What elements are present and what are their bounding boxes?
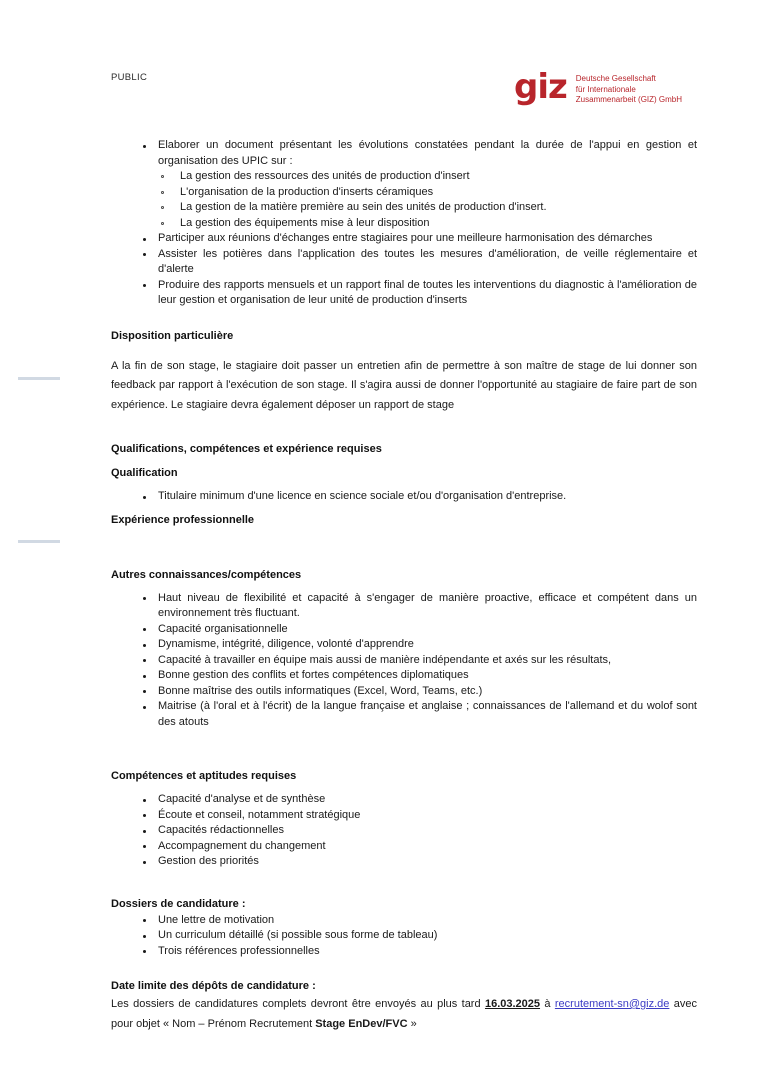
list-item: Maitrise (à l'oral et à l'écrit) de la langue française et anglaise ; connaissances de l'allemand et du wolof sont des atouts (111, 699, 697, 730)
list-item: Une lettre de motivation (111, 913, 697, 929)
list-item: Elaborer un document présentant les évolutions constatées pendant la durée de l'appui en gestion et organisation des UPIC sur : (111, 138, 697, 169)
section-heading-qualifications: Qualifications, compétences et expérience requises (111, 443, 382, 455)
deadline-text-before: Les dossiers de candidatures complets devront être envoyés au plus tard (111, 998, 485, 1010)
list-item: L'organisation de la production d'inserts céramiques (111, 185, 697, 201)
list-item: Capacité d'analyse et de synthèse (111, 792, 697, 808)
list-item: Participer aux réunions d'échanges entre stagiaires pour une meilleure harmonisation des démarches (111, 231, 697, 247)
deadline-text-after-email: avec pour objet « Nom – Prénom Recrutement (111, 998, 697, 1030)
disposition-paragraph: A la fin de son stage, le stagiaire doit passer un entretien afin de permettre à son maître de stage de lui donner son feedback par rapport à l'exécution de son stage. Il s'agira aussi de donner l'opportunité au stagiaire de faire part de son expérience. Le stagiaire devra également déposer un rapport de stage (111, 359, 697, 411)
document-body (111, 138, 697, 1034)
giz-wordmark: giz (514, 67, 567, 107)
giz-logo (514, 68, 682, 106)
list-item: Écoute et conseil, notamment stratégique (111, 808, 697, 824)
section-heading-experience: Expérience professionnelle (111, 513, 255, 526)
other-skills-list (111, 591, 697, 731)
list-item: Bonne maîtrise des outils informatiques (Excel, Word, Teams, etc.) (111, 684, 697, 700)
tasks-sublist (111, 169, 697, 231)
list-item: Accompagnement du changement (111, 839, 697, 855)
margin-change-mark (18, 377, 60, 380)
deadline-text-mid: à (540, 998, 555, 1010)
deadline-paragraph (111, 995, 697, 1034)
giz-logo-line-3: Zusammenarbeit (GIZ) GmbH (575, 95, 683, 104)
giz-logo-line-2: für Internationale (575, 84, 636, 94)
list-item: Titulaire minimum d'une licence en science sociale et/ou d'organisation d'entreprise. (111, 489, 697, 505)
list-item: Assister les potières dans l'application des toutes les mesures d'amélioration, de veille réglementaire et d'alerte (111, 247, 697, 278)
margin-change-mark (18, 540, 60, 543)
list-item: La gestion des ressources des unités de production d'insert (111, 169, 697, 185)
section-heading-deadline: Date limite des dépôts de candidature : (111, 980, 316, 992)
classification-tag: PUBLIC (111, 72, 148, 83)
list-item: Dynamisme, intégrité, diligence, volonté d'apprendre (111, 637, 697, 653)
section-heading-competences: Compétences et aptitudes requises (111, 770, 297, 782)
competences-list (111, 792, 697, 870)
qualification-list (111, 489, 697, 505)
subsection-heading-qualification: Qualification (111, 467, 178, 479)
list-item: Produire des rapports mensuels et un rapport final de toutes les interventions du diagnostic à l'amélioration de leur gestion et organisation de leur unité de production d'inserts (111, 278, 697, 309)
giz-logo-subtitle (576, 74, 682, 106)
list-item: Trois références professionnelles (111, 944, 697, 960)
deadline-subject-bold: Stage EnDev/FVC (315, 1017, 408, 1030)
list-item: Haut niveau de flexibilité et capacité à s'engager de manière proactive, efficace et compétent dans un environnement très fluctuant. (111, 591, 697, 622)
section-heading-disposition: Disposition particulière (111, 329, 234, 342)
section-heading-application-file: Dossiers de candidature : (111, 897, 246, 910)
deadline-text-end: » (407, 1017, 417, 1030)
deadline-date: 16.03.2025 (484, 998, 541, 1010)
list-item: La gestion des équipements mise à leur disposition (111, 216, 697, 232)
recruitment-email-link[interactable]: recrutement-sn@giz.de (554, 998, 670, 1010)
list-item: Capacité à travailler en équipe mais aussi de manière indépendante et axés sur les résultats, (111, 653, 697, 669)
list-item: Capacités rédactionnelles (111, 823, 697, 839)
tasks-list-continued (111, 231, 697, 309)
tasks-list (111, 138, 697, 169)
list-item: Bonne gestion des conflits et fortes compétences diplomatiques (111, 668, 697, 684)
application-file-list (111, 913, 697, 960)
giz-logo-line-1: Deutsche Gesellschaft (575, 74, 656, 83)
list-item: La gestion de la matière première au sein des unités de production d'insert. (111, 200, 697, 216)
section-heading-other-skills: Autres connaissances/compétences (111, 568, 302, 581)
list-item: Capacité organisationnelle (111, 622, 697, 638)
list-item: Un curriculum détaillé (si possible sous forme de tableau) (111, 928, 697, 944)
list-item: Gestion des priorités (111, 854, 697, 870)
document-header (0, 68, 768, 120)
